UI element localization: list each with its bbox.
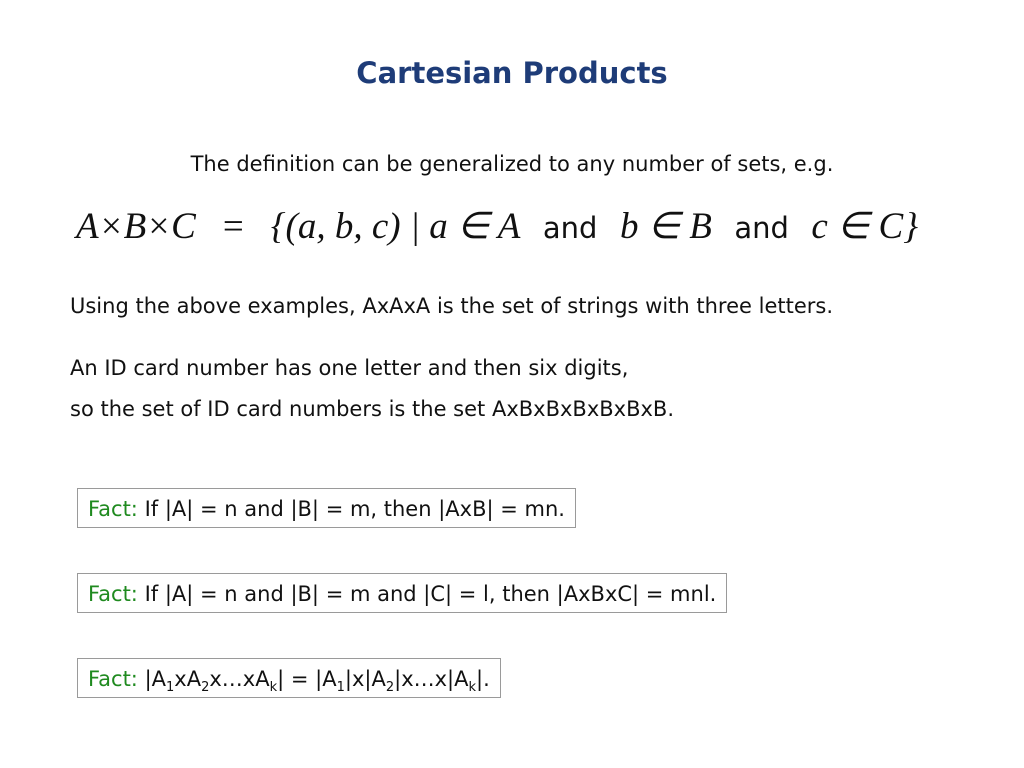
formula-equals: = <box>222 206 244 247</box>
intro-text: The definition can be generalized to any number of sets, e.g. <box>190 152 834 176</box>
fact-label: Fact: <box>88 582 138 606</box>
formula-set-open: {(a, b, c) | a ∈ A <box>270 206 521 247</box>
example-strings: Using the above examples, AxAxA is the set of strings with three letters. <box>70 294 834 318</box>
fact-text: If |A| = n and |B| = m, then |AxB| = mn. <box>144 497 565 521</box>
fact-formula: $|A_1xA_2x\dots xA_k|$ = $|A_1|x|A_2|x\dots x|A_k|$. <box>144 667 490 695</box>
fact-label: Fact: <box>88 667 138 691</box>
fact-box-3 <box>77 658 501 698</box>
fact-text: If |A| = n and |B| = m and |C| = l, then |AxBxC| = mnl. <box>144 582 717 606</box>
fact-box-1 <box>77 488 576 528</box>
formula-and-2: and <box>734 211 789 245</box>
example-id-line-2: so the set of ID card numbers is the set AxBxBxBxBxBxB. <box>70 397 674 421</box>
formula-end: c ∈ C} <box>811 206 919 247</box>
fact-box-2 <box>77 573 727 613</box>
set-formula <box>76 204 918 248</box>
page-title: Cartesian Products <box>356 56 668 90</box>
formula-and-1: and <box>542 211 598 245</box>
formula-lhs: A×B×C <box>76 206 196 247</box>
fact-label: Fact: <box>88 497 138 521</box>
formula-mid: b ∈ B <box>619 206 712 247</box>
example-id-line-1: An ID card number has one letter and then six digits, <box>70 356 629 380</box>
